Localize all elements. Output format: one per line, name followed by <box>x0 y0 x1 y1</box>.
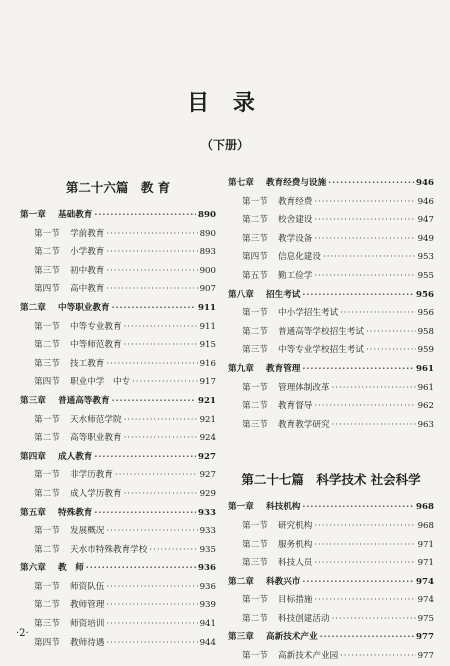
toc-chapter-entry[interactable] <box>20 448 216 467</box>
dot-leader <box>314 536 415 555</box>
entry-number: 第四节 <box>242 252 268 263</box>
dot-leader <box>332 379 416 398</box>
entry-title: 教育督导 <box>278 401 313 412</box>
dot-leader <box>314 397 415 416</box>
entry-page-number: 933 <box>199 526 216 537</box>
dot-leader <box>314 211 415 230</box>
part-title: 第二十六篇 教 育 <box>65 180 171 195</box>
dot-leader <box>106 243 197 262</box>
entry-number: 第二节 <box>242 401 268 412</box>
dot-leader <box>320 628 414 647</box>
entry-number: 第二节 <box>34 340 60 351</box>
toc-section-entry[interactable] <box>228 416 434 435</box>
dot-leader <box>323 248 416 267</box>
entry-page-number: 946 <box>417 196 434 207</box>
entry-number: 第三章 <box>20 395 46 406</box>
toc-section-entry[interactable] <box>20 596 216 615</box>
entry-page-number: 975 <box>417 613 434 624</box>
entry-number: 第二节 <box>34 600 60 611</box>
entry-page-number: 971 <box>417 558 434 569</box>
entry-page-number: 949 <box>417 233 434 244</box>
entry-number: 第一节 <box>242 382 268 393</box>
entry-number: 第一节 <box>34 414 60 425</box>
dot-leader <box>124 336 198 355</box>
toc-section-entry[interactable] <box>228 554 434 573</box>
toc-section-entry[interactable] <box>20 522 216 541</box>
entry-title: 成人学历教育 <box>70 488 122 499</box>
entry-number: 第二章 <box>20 302 46 313</box>
toc-section-entry[interactable] <box>20 280 216 299</box>
dot-leader <box>124 411 198 430</box>
dot-leader <box>106 355 197 374</box>
toc-chapter-entry[interactable] <box>228 360 434 379</box>
entry-number: 第三节 <box>242 345 268 356</box>
entry-number: 第三节 <box>34 358 60 369</box>
entry-number: 第二节 <box>34 544 60 555</box>
dot-leader <box>106 596 197 615</box>
dot-leader <box>302 498 414 517</box>
entry-number: 第一节 <box>34 526 60 537</box>
toc-chapter-entry[interactable] <box>228 573 434 592</box>
toc-right-column <box>228 174 434 666</box>
entry-title: 小学教育 <box>70 247 105 258</box>
toc-chapter-entry[interactable] <box>228 174 434 193</box>
toc-section-entry[interactable] <box>228 267 434 286</box>
entry-page-number: 971 <box>417 539 434 550</box>
entry-title: 科技人员 <box>278 558 313 569</box>
entry-page-number: 924 <box>199 433 216 444</box>
entry-title: 师资队伍 <box>70 581 105 592</box>
entry-number: 第四章 <box>20 451 46 462</box>
toc-section-entry[interactable] <box>20 615 216 634</box>
toc-list <box>20 206 216 652</box>
dot-leader <box>302 286 414 305</box>
entry-page-number: 921 <box>199 414 216 425</box>
toc-section-entry[interactable] <box>20 373 216 392</box>
toc-section-entry[interactable] <box>228 230 434 249</box>
entry-title: 目标措施 <box>278 595 313 606</box>
dot-leader <box>106 262 197 281</box>
entry-number: 第四节 <box>34 284 60 295</box>
toc-chapter-entry[interactable] <box>228 628 434 647</box>
toc-section-entry[interactable] <box>228 647 434 666</box>
entry-page-number: 956 <box>417 308 434 319</box>
dot-leader <box>314 591 415 610</box>
entry-number: 第七章 <box>228 178 254 188</box>
entry-number: 第六章 <box>20 563 46 574</box>
toc-section-entry[interactable] <box>228 341 434 360</box>
toc-section-entry[interactable] <box>20 262 216 281</box>
dot-leader <box>112 299 196 318</box>
dot-leader <box>328 174 414 193</box>
entry-title: 技工教育 <box>70 358 105 369</box>
entry-page-number: 935 <box>199 544 216 555</box>
entry-number: 第一节 <box>34 581 60 592</box>
entry-page-number: 917 <box>199 377 216 388</box>
entry-title: 中等职业教育 <box>58 302 110 313</box>
page-number: ·2· <box>16 628 29 639</box>
entry-number: 第一节 <box>242 651 268 662</box>
dot-leader <box>314 230 415 249</box>
entry-page-number: 947 <box>417 215 434 226</box>
entry-page-number: 953 <box>417 252 434 263</box>
entry-page-number: 958 <box>417 326 434 337</box>
entry-page-number: 939 <box>199 600 216 611</box>
toc-section-entry[interactable] <box>20 429 216 448</box>
entry-title: 天水师范学院 <box>70 414 122 425</box>
toc-chapter-entry[interactable] <box>228 286 434 305</box>
entry-page-number: 974 <box>416 576 434 587</box>
entry-title: 校舍建设 <box>278 215 313 226</box>
entry-number: 第一节 <box>242 520 268 531</box>
entry-number: 第五章 <box>20 507 46 518</box>
entry-title: 服务机构 <box>278 539 313 550</box>
dot-leader <box>314 554 415 573</box>
dot-leader <box>124 429 198 448</box>
entry-page-number: 944 <box>199 637 216 648</box>
entry-title: 学前教育 <box>70 228 105 239</box>
entry-number: 第二节 <box>34 247 60 258</box>
entry-page-number: 977 <box>416 632 434 643</box>
dot-leader <box>332 416 416 435</box>
entry-page-number: 890 <box>199 228 216 239</box>
entry-title: 教师待遇 <box>70 637 105 648</box>
dot-leader <box>340 304 415 323</box>
entry-page-number: 890 <box>198 210 216 220</box>
entry-title: 科技创建活动 <box>278 613 330 624</box>
part-title: 第二十七篇 科学技术 社会科学 <box>241 472 421 488</box>
entry-page-number: 929 <box>199 488 216 499</box>
toc-section-entry[interactable] <box>228 397 434 416</box>
dot-leader <box>314 193 415 212</box>
dot-leader <box>332 610 416 629</box>
entry-title: 教学设备 <box>278 233 313 244</box>
toc-section-entry[interactable] <box>228 304 434 323</box>
entry-page-number: 941 <box>199 619 216 630</box>
entry-number: 第二节 <box>242 215 268 226</box>
dot-leader <box>124 318 198 337</box>
entry-page-number: 911 <box>198 302 216 313</box>
dot-leader <box>106 280 197 299</box>
entry-page-number: 927 <box>198 451 216 462</box>
toc-left-column <box>20 174 216 652</box>
dot-leader <box>94 448 196 467</box>
entry-number: 第四节 <box>34 637 60 648</box>
toc-section-entry[interactable] <box>20 634 216 653</box>
entry-title: 初中教育 <box>70 265 105 276</box>
entry-page-number: 961 <box>417 382 434 393</box>
entry-title: 研究机构 <box>278 520 313 531</box>
entry-number: 第八章 <box>228 289 254 300</box>
entry-number: 第五节 <box>242 270 268 281</box>
dot-leader <box>149 541 197 560</box>
entry-page-number: 911 <box>199 321 216 332</box>
entry-number: 第三节 <box>34 619 60 630</box>
entry-number: 第二节 <box>242 539 268 550</box>
entry-title: 中小学招生考试 <box>278 308 339 319</box>
entry-number: 第三节 <box>242 233 268 244</box>
dot-leader <box>106 578 197 597</box>
entry-title: 教育教学研究 <box>278 419 330 430</box>
entry-page-number: 961 <box>416 363 434 374</box>
entry-title: 教育经费 <box>278 196 313 207</box>
entry-title: 高新技术产业园 <box>278 651 339 662</box>
entry-number: 第一节 <box>34 321 60 332</box>
entry-title: 教师管理 <box>70 600 105 611</box>
entry-title: 勤工俭学 <box>278 270 313 281</box>
toc-chapter-entry[interactable] <box>20 504 216 523</box>
dot-leader <box>366 341 416 360</box>
entry-page-number: 921 <box>198 395 216 406</box>
entry-number: 第二节 <box>34 488 60 499</box>
entry-page-number: 893 <box>199 247 216 258</box>
entry-title: 信息化建设 <box>278 252 321 263</box>
entry-number: 第二章 <box>228 576 254 587</box>
entry-number: 第一节 <box>34 470 60 481</box>
entry-title: 高新技术产业 <box>266 632 318 643</box>
toc-section-entry[interactable] <box>228 379 434 398</box>
dot-leader <box>340 647 415 666</box>
page-subtitle: （下册） <box>200 138 249 152</box>
entry-page-number: 959 <box>417 345 434 356</box>
toc-section-entry[interactable] <box>20 318 216 337</box>
entry-page-number: 955 <box>417 270 434 281</box>
entry-title: 招生考试 <box>266 289 301 300</box>
entry-number: 第二节 <box>34 433 60 444</box>
toc-section-entry[interactable] <box>20 411 216 430</box>
entry-page-number: 962 <box>417 401 434 412</box>
dot-leader <box>366 323 416 342</box>
toc-section-entry[interactable] <box>228 323 434 342</box>
page-title: 目 录 <box>187 90 263 116</box>
entry-page-number: 927 <box>199 470 216 481</box>
toc-chapter-entry[interactable] <box>228 498 434 517</box>
toc-chapter-entry[interactable] <box>20 206 216 225</box>
toc-section-entry[interactable] <box>228 211 434 230</box>
entry-page-number: 956 <box>416 289 434 300</box>
entry-number: 第二节 <box>242 613 268 624</box>
toc-section-entry[interactable] <box>20 336 216 355</box>
entry-title: 高中教育 <box>70 284 105 295</box>
entry-number: 第三节 <box>34 265 60 276</box>
dot-leader <box>302 360 414 379</box>
entry-title: 教 师 <box>58 563 84 574</box>
entry-title: 发展概况 <box>70 526 105 537</box>
entry-number: 第一节 <box>34 228 60 239</box>
entry-title: 科技机构 <box>266 502 301 513</box>
entry-number: 第四节 <box>34 377 60 388</box>
entry-title: 教育管理 <box>266 363 301 374</box>
entry-title: 特殊教育 <box>58 507 93 518</box>
entry-number: 第三节 <box>242 558 268 569</box>
entry-title: 高等职业教育 <box>70 433 122 444</box>
entry-page-number: 907 <box>199 284 216 295</box>
toc-section-entry[interactable] <box>20 225 216 244</box>
dot-leader <box>302 573 414 592</box>
dot-leader <box>124 485 198 504</box>
entry-title: 天水市特殊教育学校 <box>70 544 148 555</box>
entry-page-number: 915 <box>199 340 216 351</box>
toc-chapter-entry[interactable] <box>20 299 216 318</box>
entry-number: 第一章 <box>228 502 254 513</box>
entry-title: 基础教育 <box>58 210 93 220</box>
toc-section-entry[interactable] <box>20 466 216 485</box>
entry-number: 第一节 <box>242 196 268 207</box>
dot-leader <box>132 373 197 392</box>
dot-leader <box>314 267 415 286</box>
entry-page-number: 946 <box>416 178 434 188</box>
toc-section-entry[interactable] <box>228 193 434 212</box>
entry-title: 普通高等教育 <box>58 395 110 406</box>
entry-number: 第一章 <box>20 210 46 220</box>
entry-number: 第一节 <box>242 595 268 606</box>
entry-page-number: 974 <box>417 595 434 606</box>
entry-page-number: 936 <box>198 563 216 574</box>
dot-leader <box>106 634 197 653</box>
dot-leader <box>106 225 197 244</box>
entry-page-number: 977 <box>417 651 434 662</box>
entry-number: 第三节 <box>242 419 268 430</box>
toc-section-entry[interactable] <box>20 541 216 560</box>
entry-number: 第一节 <box>242 308 268 319</box>
entry-title: 中等师范教育 <box>70 340 122 351</box>
dot-leader <box>106 615 197 634</box>
entry-title: 中等专业学校招生考试 <box>278 345 364 356</box>
toc-list <box>228 498 434 665</box>
entry-title: 职业中学 中专 <box>70 377 131 388</box>
toc-section-entry[interactable] <box>20 355 216 374</box>
dot-leader <box>106 522 197 541</box>
toc-section-entry[interactable] <box>228 517 434 536</box>
entry-page-number: 968 <box>417 520 434 531</box>
dot-leader <box>94 206 196 225</box>
entry-page-number: 963 <box>417 419 434 430</box>
toc-section-entry[interactable] <box>228 591 434 610</box>
entry-page-number: 936 <box>199 581 216 592</box>
entry-title: 普通高等学校招生考试 <box>278 326 364 337</box>
toc-section-entry[interactable] <box>228 248 434 267</box>
entry-number: 第九章 <box>228 363 254 374</box>
dot-leader <box>115 466 198 485</box>
toc-section-entry[interactable] <box>228 536 434 555</box>
toc-chapter-entry[interactable] <box>20 559 216 578</box>
toc-chapter-entry[interactable] <box>20 392 216 411</box>
entry-page-number: 900 <box>199 265 216 276</box>
entry-number: 第三章 <box>228 632 254 643</box>
entry-title: 教育经费与设施 <box>266 178 327 188</box>
toc-section-entry[interactable] <box>20 578 216 597</box>
toc-section-entry[interactable] <box>228 610 434 629</box>
toc-section-entry[interactable] <box>20 243 216 262</box>
entry-page-number: 933 <box>198 507 216 518</box>
dot-leader <box>314 517 415 536</box>
dot-leader <box>86 559 196 578</box>
entry-page-number: 916 <box>199 358 216 369</box>
entry-title: 中等专业教育 <box>70 321 122 332</box>
entry-title: 成人教育 <box>58 451 93 462</box>
entry-title: 科教兴市 <box>266 576 301 587</box>
toc-section-entry[interactable] <box>20 485 216 504</box>
toc-list <box>228 174 434 434</box>
entry-title: 管理体制改革 <box>278 382 330 393</box>
dot-leader <box>112 392 196 411</box>
entry-page-number: 968 <box>416 502 434 513</box>
entry-number: 第二节 <box>242 326 268 337</box>
dot-leader <box>94 504 196 523</box>
entry-title: 非学历教育 <box>70 470 113 481</box>
entry-title: 师资培训 <box>70 619 105 630</box>
